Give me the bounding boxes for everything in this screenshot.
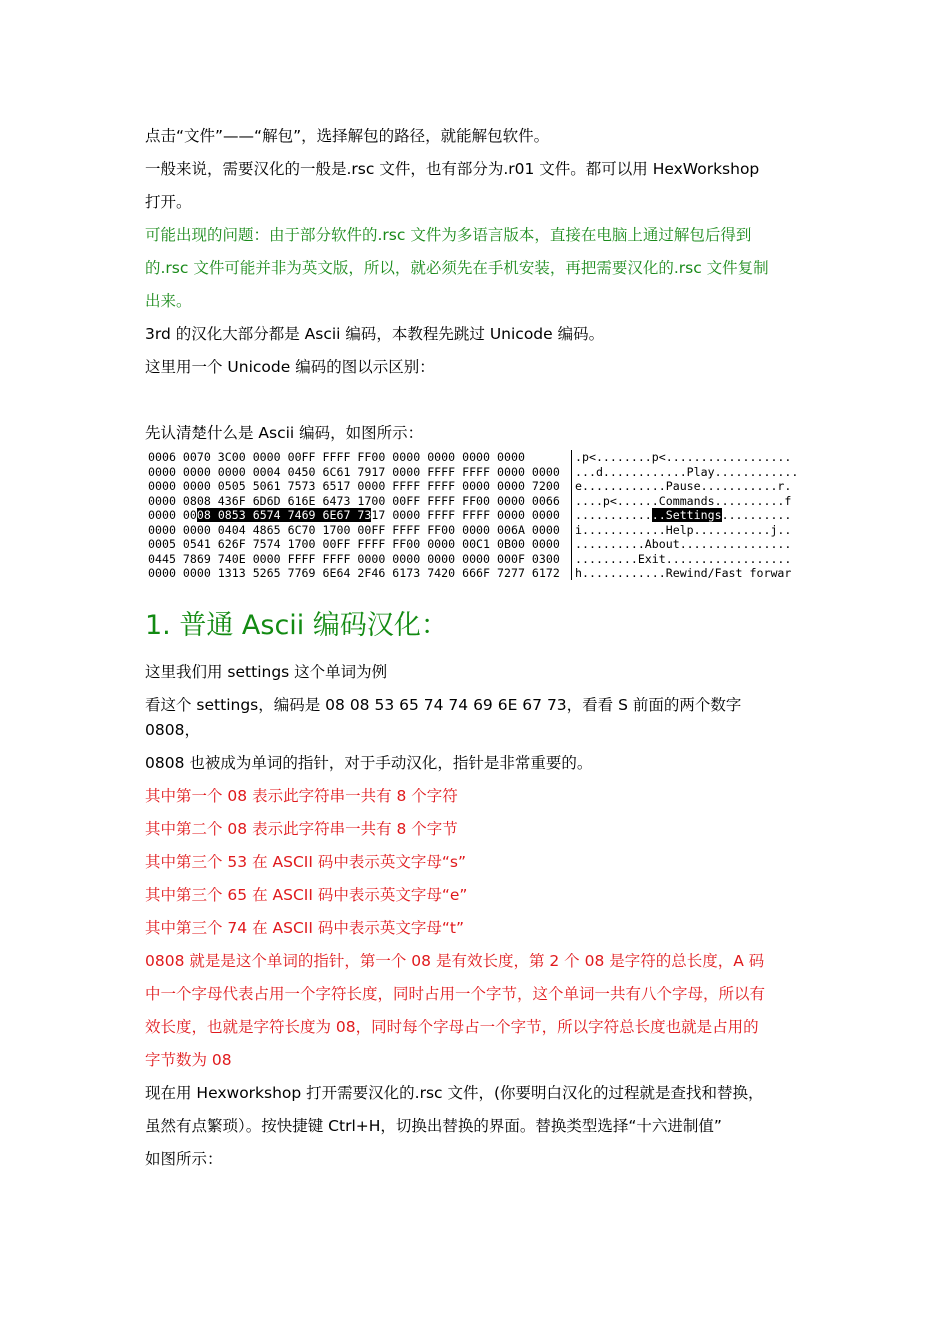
hex-row: 0445 7869 740E 0000 FFFF FFFF 0000 0000 0000 0000 000F 0300 .........Exit.................. <box>148 551 792 566</box>
paragraph: 看这个 settings，编码是 08 08 53 65 74 74 69 6E 67 73，看看 S 前面的两个数字 <box>145 696 742 714</box>
paragraph: 其中第一个 08 表示此字符串一共有 8 个字符 <box>145 787 458 805</box>
paragraph-3rd-ascii: 3rd 的汉化大部分都是 Ascii 编码，本教程先跳过 Unicode 编码。 <box>145 325 605 343</box>
hex-row: 0000 0000 0505 5061 7573 6517 0000 FFFF FFFF 0000 0000 7200 e............Pause...........r. <box>148 479 792 493</box>
paragraph: 如图所示： <box>145 1150 223 1168</box>
section-heading: 1. 普通 Ascii 编码汉化： <box>145 610 448 641</box>
paragraph: 效长度，也就是字符长度为 08，同时每个字母占一个字节，所以字符总长度也就是占用的 <box>145 1018 759 1036</box>
paragraph: 0808 就是是这个单词的指针，第一个 08 是有效长度，第 2 个 08 是字符的总长度，A 码 <box>145 952 765 970</box>
hex-dump-screenshot <box>148 450 803 580</box>
hex-row: 0005 0541 626F 7574 1700 00FF FFFF FF00 0000 00C1 0B00 0000 ..........About................ <box>148 537 792 551</box>
paragraph-rsc-files: 一般来说，需要汉化的一般是.rsc 文件，也有部分为.r01 文件。都可以用 HexWorkshop <box>145 160 760 178</box>
paragraph-unicode-example: 这里用一个 Unicode 编码的图以示区别： <box>145 358 435 376</box>
paragraph: 其中第二个 08 表示此字符串一共有 8 个字节 <box>145 820 458 838</box>
paragraph: 虽然有点繁琐）。按快捷键 Ctrl+H，切换出替换的界面。替换类型选择“十六进制值” <box>145 1117 722 1135</box>
paragraph: 其中第三个 65 在 ASCII 码中表示英文字母“e” <box>145 886 468 904</box>
paragraph-open: 打开。 <box>145 193 192 211</box>
paragraph-ascii-intro: 先认清楚什么是 Ascii 编码，如图所示： <box>145 424 424 442</box>
paragraph: 中一个字母代表占用一个字符长度，同时占用一个字节，这个单词一共有八个字母，所以有 <box>145 985 766 1003</box>
paragraph-problem-2: 的.rsc 文件可能并非为英文版，所以，就必须先在手机安装，再把需要汉化的.rsc 文件复制 <box>145 259 769 277</box>
paragraph: 其中第三个 74 在 ASCII 码中表示英文字母“t” <box>145 919 464 937</box>
hex-row: 0000 0000 0000 0004 0450 6C61 7917 0000 FFFF FFFF 0000 0000 ...d............Play............ <box>148 464 799 479</box>
hex-row: 0000 0000 0404 4865 6C70 1700 00FF FFFF FF00 0000 006A 0000 i............Help...........j.. <box>148 522 792 537</box>
paragraph-unpack: 点击“文件”——“解包”，选择解包的路径，就能解包软件。 <box>145 127 550 145</box>
paragraph: 这里我们用 settings 这个单词为例 <box>145 663 388 681</box>
hex-row-settings: 0000 0008 0853 6574 7469 6E67 7317 0000 FFFF FFFF 0000 0000 .............Settings.......... <box>148 508 792 522</box>
hex-row: 0006 0070 3C00 0000 00FF FFFF FF00 0000 0000 0000 0000 .p<........p<.................. <box>148 450 792 464</box>
paragraph-problem-1: 可能出现的问题：由于部分软件的.rsc 文件为多语言版本，直接在电脑上通过解包后得到 <box>145 226 752 244</box>
paragraph: 0808 也被成为单词的指针，对于手动汉化，指针是非常重要的。 <box>145 754 593 772</box>
paragraph-problem-3: 出来。 <box>145 292 192 310</box>
hex-row: 0000 0808 436F 6D6D 616E 6473 1700 00FF FFFF FF00 0000 0066 ....p<......Commands..........f <box>148 493 792 508</box>
paragraph: 字节数为 08 <box>145 1051 232 1069</box>
paragraph: 现在用 Hexworkshop 打开需要汉化的.rsc 文件，(你要明白汉化的过程就是查找和替换， <box>145 1084 764 1102</box>
paragraph: 其中第三个 53 在 ASCII 码中表示英文字母“s” <box>145 853 466 871</box>
hex-row: 0000 0000 1313 5265 7769 6E64 2F46 6173 7420 666F 7277 6172 h............Rewind/Fast forwar <box>148 566 792 580</box>
paragraph: 0808， <box>145 721 200 739</box>
